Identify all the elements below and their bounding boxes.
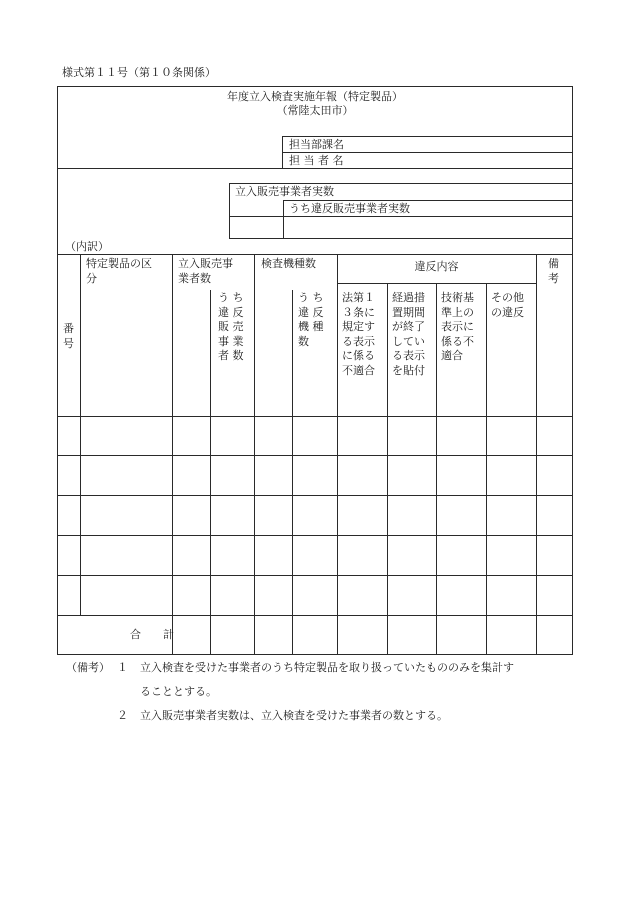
col-line-v3	[486, 283, 487, 654]
row-line-3	[57, 535, 573, 536]
table-top	[57, 254, 573, 255]
col-line-devices	[292, 290, 293, 654]
row-line-2	[57, 495, 573, 496]
counts-box-top	[229, 183, 572, 184]
frame-right	[572, 86, 573, 654]
col-line-number	[80, 254, 81, 615]
total-label: 合 計	[130, 628, 174, 641]
dept-box-left	[282, 136, 283, 168]
dept-box-top	[282, 136, 572, 137]
report-title: 年度立入検査実施年報（特定製品）	[227, 90, 403, 103]
counts-box-mid	[283, 200, 572, 201]
dept-box-mid	[282, 152, 572, 153]
note-2-number: ２	[117, 709, 128, 722]
col-line-sellers-viol	[254, 254, 255, 654]
col-v2-header: 経過措 置期間 が終了 してい る表示 を貼付	[392, 291, 425, 377]
col-v1-header: 法第１ ３条に 規定す る表示 に係る 不適合	[342, 291, 375, 377]
counts-box-left	[229, 183, 230, 238]
header-bottom	[57, 416, 573, 417]
col-line-devices-viol	[337, 254, 338, 654]
violators-count-label: うち違反販売事業者実数	[289, 202, 410, 215]
col-devices-header: 検査機種数	[261, 257, 316, 270]
form-label: 様式第１１号（第１０条関係）	[62, 66, 216, 79]
counts-box-mid2	[229, 216, 572, 217]
row-line-5	[57, 615, 573, 616]
frame-top	[57, 86, 573, 87]
header-divider	[57, 168, 573, 169]
breakdown-label: （内訳）	[65, 240, 109, 253]
frame-bottom	[57, 654, 573, 655]
note-1-line2: ることとする。	[140, 685, 217, 698]
frame-left	[57, 86, 58, 654]
city-name: （常陸太田市）	[276, 104, 354, 117]
col-line-product	[172, 254, 173, 654]
notes-prefix: （備考）	[66, 661, 110, 674]
col-sellers-violating-header: う ち 違 反 販 売 事 業 者 数	[218, 291, 244, 362]
col-line-v2	[436, 283, 437, 654]
counts-box-inner	[283, 200, 284, 238]
col-line-v1	[387, 283, 388, 654]
note-1-number: １	[117, 661, 128, 674]
note-2-text: 立入販売事業者実数は、立入検査を受けた事業者の数とする。	[140, 709, 448, 722]
col-remarks-header: 備 考	[548, 257, 559, 285]
col-devices-violating-header: う ち 違 反 機 種 数	[298, 291, 324, 348]
violation-group-header: 違反内容	[414, 260, 459, 273]
col-line-sellers	[210, 290, 211, 654]
sellers-count-label: 立入販売事業者実数	[235, 185, 334, 198]
counts-box-bottom	[229, 238, 572, 239]
row-line-4	[57, 575, 573, 576]
row-line-1	[57, 455, 573, 456]
person-label: 担 当 者 名	[289, 154, 344, 167]
note-1-line1: 立入検査を受けた事業者のうち特定製品を取り扱っていたもののみを集計す	[140, 661, 514, 674]
col-line-v4	[536, 254, 537, 654]
col-v4-header: その他 の違反	[491, 291, 524, 319]
col-v3-header: 技術基 準上の 表示に 係る不 適合	[441, 291, 474, 362]
dept-label: 担当部課名	[289, 138, 344, 151]
col-sellers-header: 立入販売事 業者数	[178, 257, 233, 285]
col-number-header: 番 号	[63, 322, 74, 350]
col-product-header: 特定製品の区 分	[86, 257, 152, 285]
